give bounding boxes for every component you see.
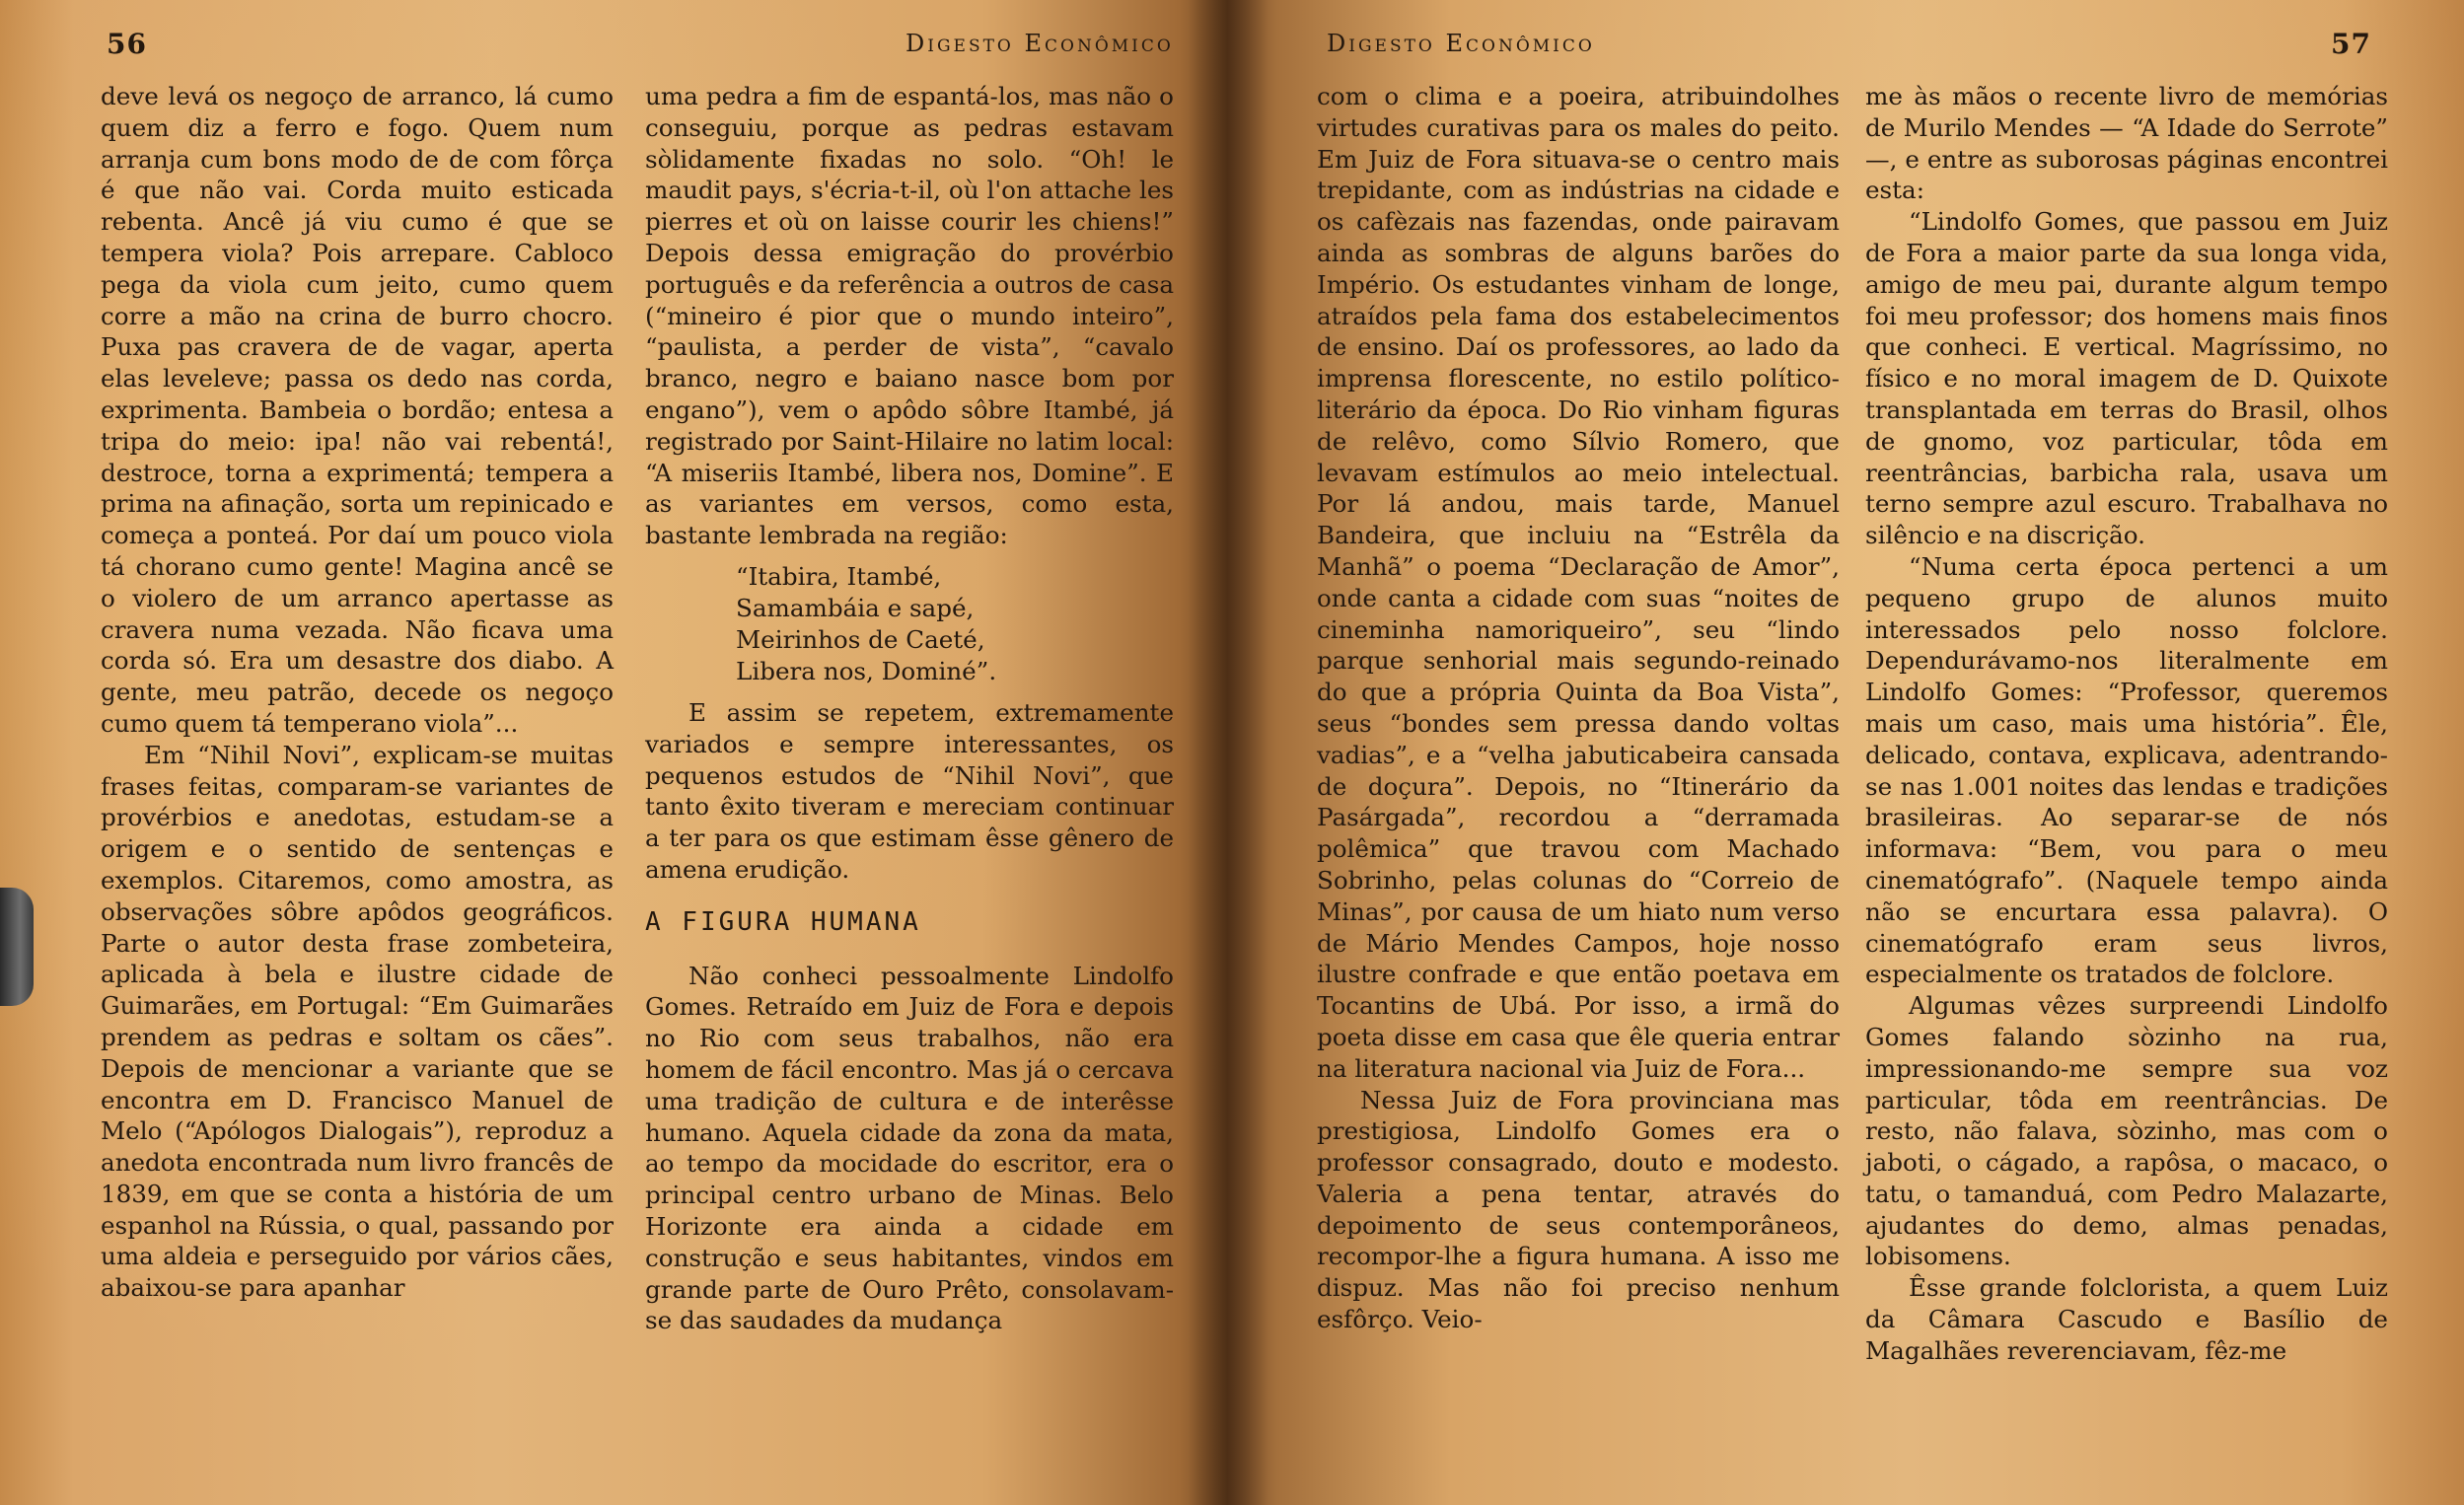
left-page-column-1 xyxy=(101,81,614,1304)
verse-line: “Itabira, Itambé, xyxy=(736,561,942,591)
paragraph: E assim se repetem, extremamente variados e sempre interessantes, os pequenos estudos de “Nihil Novi”, que tanto êxito tiveram e mereciam continuar a ter para os que estimam êsse gênero de amena erudição. xyxy=(645,697,1174,884)
right-page-column-2 xyxy=(1865,81,2388,1367)
paragraph: Nessa Juiz de Fora provinciana mas prestigiosa, Lindolfo Gomes era o professor consagrado, douto e modesto. Valeria a pena tentar, através do depoimento de seus contemporâneos, recompor-lhe a figura humana. A isso me dispuz. Mas não foi preciso nenhum esfôrço. Veio- xyxy=(1317,1085,1840,1334)
paragraph: “Numa certa época pertenci a um pequeno grupo de alunos muito interessados pelo nosso folclore. Dependurávamo-nos literalmente em Lindolfo Gomes: “Professor, queremos mais um caso, mais uma história”. Êle, delicado, contava, explicava, adentrando-se nas 1.001 noites das lendas e tradições brasileiras. Ao separar-se de nós informava: “Bem, vou para o meu cinematógrafo”. (Naquele tempo ainda não se encurtara essa palavra). O cinematógrafo eram seus livros, especialmente os tratados de folclore. xyxy=(1865,551,2388,989)
paragraph: deve levá os negoço de arranco, lá cumo quem diz a ferro e fogo. Quem num arranja cum bons modo de de com fôrça é que não vai. Corda muito esticada rebenta. Ancê já viu cumo é que se tempera viola? Pois arrepare. Cabloco pega da viola cum jeito, cumo quem corre a mão na crina de burro chocro. Puxa pas cravera de de vagar, aperta elas leveleve; passa os dedo nas corda, exprimenta. Bambeia o bordão; entesa a tripa do meio: ipa! não vai rebentá!, destroce, torna a exprimentá; tempera a prima na afinação, sorta um repinicado e começa a ponteá. Por daí um pouco viola tá chorano cumo gente! Magina ancê se o violero de um arranco apertasse as cravera numa vezada. Não ficava uma corda só. Era um desastre dos diabo. A gente, meu patrão, decede os negoço cumo quem tá temperano viola”... xyxy=(101,82,614,738)
right-page xyxy=(1228,0,2464,1505)
running-head-left: Digesto Econômico xyxy=(906,30,1174,57)
left-page xyxy=(0,0,1228,1505)
verse-block xyxy=(736,561,1174,687)
verse-line: Libera nos, Dominé”. xyxy=(736,656,997,685)
paragraph: Em “Nihil Novi”, explicam-se muitas frases feitas, comparam-se variantes de provérbios e anedotas, estudam-se a origem e o sentido de sentenças e exemplos. Citaremos, como amostra, as observações sôbre apôdos geográficos. Parte o autor desta frase zombeteira, aplicada à bela e ilustre cidade de Guimarães, em Portugal: “Em Guimarães prendem as pedras e soltam os cães”. Depois de mencionar a variante que se encontra em D. Francisco Manuel de Melo (“Apólogos Dialogais”), reproduz a anedota encontrada num livro francês de 1839, em que se conta a história de um espanhol na Rússia, o qual, passando por uma aldeia e perseguido por vários cães, abaixou-se para apanhar xyxy=(101,740,614,1303)
paragraph: com o clima e a poeira, atribuindolhes virtudes curativas para os males do peito. Em Juiz de Fora situava-se o centro mais trepidante, com as indústrias na cidade e os cafèzais nas fazendas, onde pairavam ainda as sombras de alguns barões do Império. Os estudantes vinham de longe, atraídos pela fama dos estabelecimentos de ensino. Daí os professores, ao lado da imprensa florescente, no estilo político-literário da época. Do Rio vinham figuras de relêvo, como Sílvio Romero, que levavam estímulos ao meio intelectual. Por lá andou, mais tarde, Manuel Bandeira, que incluiu na “Estrêla da Manhã” o poema “Declaração de Amor”, onde canta a cidade com suas “noites de cineminha namoriqueiro”, seu “lindo parque senhorial mais segundo-reinado do que a própria Quinta da Boa Vista”, seus “bondes sem pressa dando voltas vadias”, e a “velha jabuticabeira cansada de doçura”. Depois, no “Itinerário da Pasárgada”, recordou a “derramada polêmica” que travou com Machado Sobrinho, pelas colunas do “Correio de Minas”, por causa de um hiato num verso de Mário Mendes Campos, hoje nosso ilustre confrade e que então poetava em Tocantins de Ubá. Por isso, a irmã do poeta disse em casa que êle queria entrar na literatura nacional via Juiz de Fora... xyxy=(1317,82,1840,1083)
paragraph: “Lindolfo Gomes, que passou em Juiz de Fora a maior parte da sua longa vida, amigo de meu pai, durante algum tempo foi meu professor; dos homens mais finos que conheci. E vertical. Magríssimo, no físico e no moral imagem de D. Quixote transplantada em terras do Brasil, olhos de gnomo, voz particular, tôda em reentrâncias, barbicha rala, usava um terno sempre azul escuro. Trabalhava no silêncio e na discrição. xyxy=(1865,207,2388,550)
page-number-right: 57 xyxy=(2331,28,2371,60)
verse-line: Samambáia e sapé, xyxy=(736,593,975,622)
running-head-right: Digesto Econômico xyxy=(1327,30,1595,57)
left-page-column-2 xyxy=(645,81,1174,1336)
right-page-column-1 xyxy=(1317,81,1840,1335)
paragraph: Algumas vêzes surpreendi Lindolfo Gomes falando sòzinho na rua, impressionando-me sempre sua voz particular, tôda em reentrâncias. De resto, não falava, sòzinho, mas com o jaboti, o cágado, a rapôsa, o macaco, o tatu, o tamanduá, com Pedro Malazarte, ajudantes do demo, almas penadas, lobisomens. xyxy=(1865,991,2388,1271)
page-number-left: 56 xyxy=(107,28,147,60)
verse-line: Meirinhos de Caeté, xyxy=(736,624,985,654)
binder-clip xyxy=(0,888,34,1006)
section-title: A FIGURA HUMANA xyxy=(645,906,921,937)
paragraph: Êsse grande folclorista, a quem Luiz da Câmara Cascudo e Basílio de Magalhães reverenciavam, fêz-me xyxy=(1865,1273,2388,1365)
paragraph: uma pedra a fim de espantá-los, mas não o conseguiu, porque as pedras estavam sòlidamente fixadas no solo. “Oh! le maudit pays, s'écria-t-il, où l'on attache les pierres et où on laisse courir les chiens!” Depois dessa emigração do provérbio português e da referência a outros de casa (“mineiro é pior que o mundo inteiro”, “paulista, a perder de vista”, “cavalo branco, negro e baiano nasce bom por engano”), vem o apôdo sôbre Itambé, já registrado por Saint-Hilaire no latim local: “A miseriis Itambé, libera nos, Domine”. E as variantes em versos, como esta, bastante lembrada na região: xyxy=(645,82,1174,550)
paragraph: me às mãos o recente livro de memórias de Murilo Mendes — “A Idade do Serrote” —, e entre as suborosas páginas encontrei esta: xyxy=(1865,82,2388,205)
paragraph: Não conheci pessoalmente Lindolfo Gomes. Retraído em Juiz de Fora e depois no Rio com seus trabalhos, não era homem de fácil encontro. Mas já o cercava uma tradição de cultura e de interêsse humano. Aquela cidade da zona da mata, ao tempo da mocidade do escritor, era o principal centro urbano de Minas. Belo Horizonte era ainda a cidade em construção e seus habitantes, vindos em grande parte de Ouro Prêto, consolavam-se das saudades da mudança xyxy=(645,961,1174,1335)
